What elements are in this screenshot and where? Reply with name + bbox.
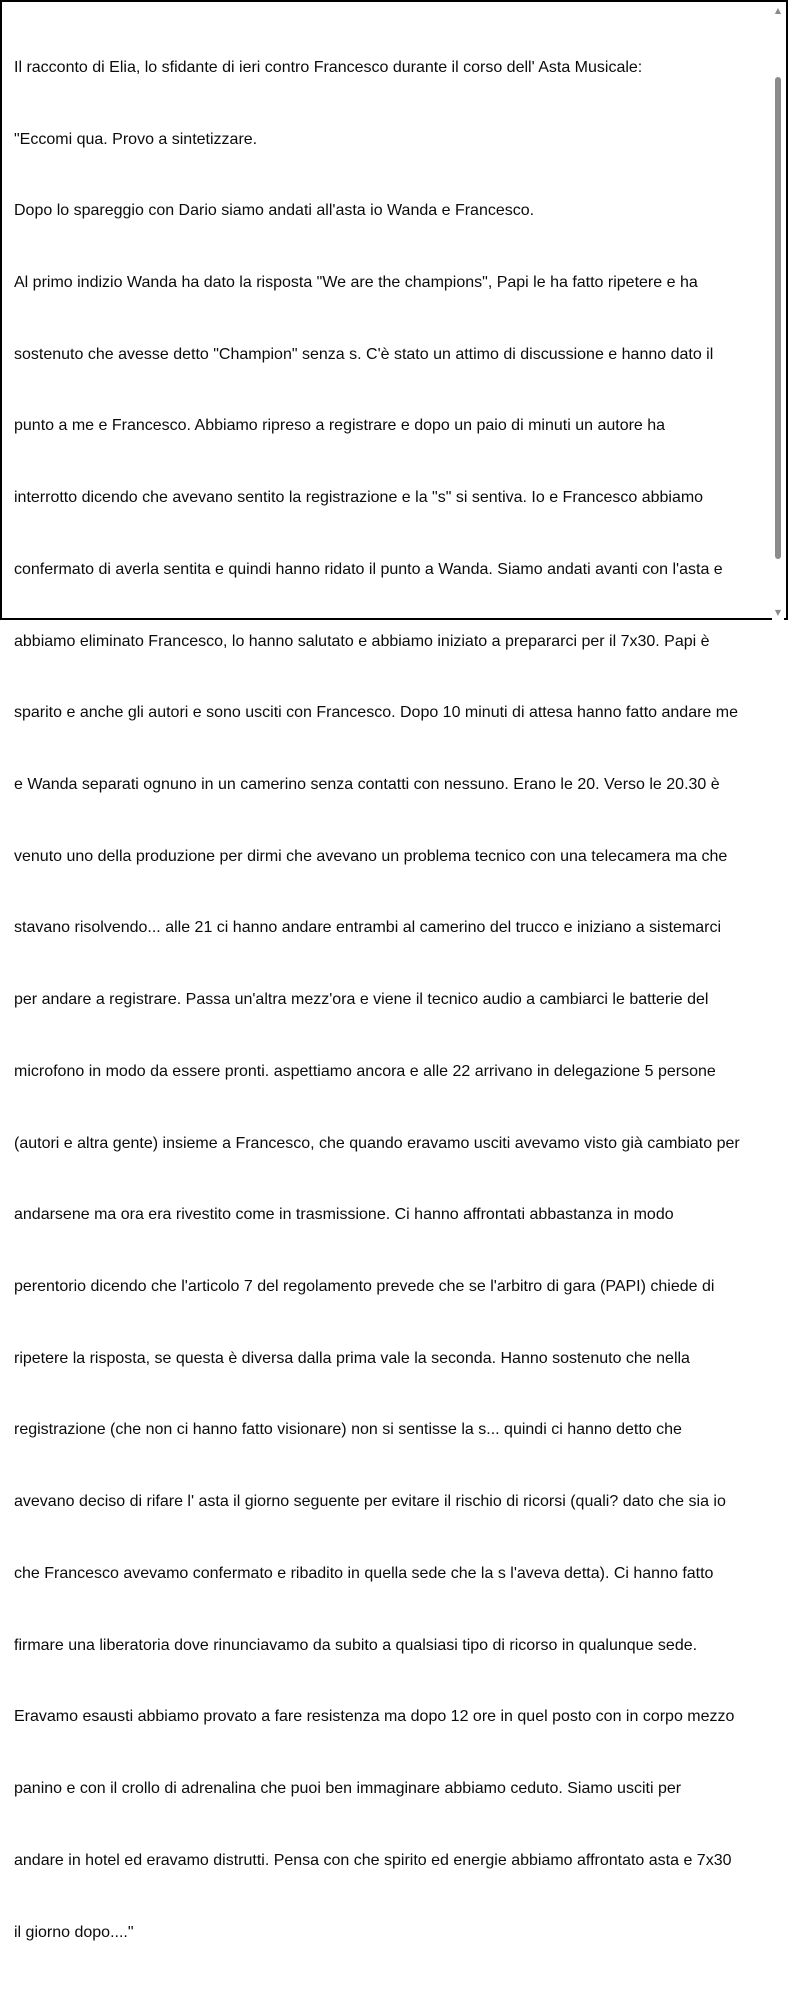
post-line: andarsene ma ora era rivestito come in trasmissione. Ci hanno affrontati abbastanza in modo (14, 1206, 674, 1224)
post-line: che Francesco avevamo confermato e ribadito in quella sede che la s l'aveva detta). Ci hanno fatto (14, 1564, 714, 1582)
scroll-thumb[interactable] (775, 77, 781, 559)
post-line: sostenuto che avesse detto "Champion" senza s. C'è stato un attimo di discussione e hanno dato il (14, 345, 714, 363)
post-line: (autori e altra gente) insieme a Francesco, che quando eravamo usciti avevamo visto già cambiato per (14, 1134, 740, 1152)
post-line: panino e con il crollo di adrenalina che puoi ben immaginare abbiamo ceduto. Siamo usciti per (14, 1780, 682, 1798)
post-line: interrotto dicendo che avevano sentito la registrazione e la "s" si sentiva. Io e Francesco abbiamo (14, 489, 704, 507)
post-line: stavano risolvendo... alle 21 ci hanno andare entrambi al camerino del trucco e iniziano a sistemarci (14, 919, 722, 937)
post-line: ripetere la risposta, se questa è diversa dalla prima vale la seconda. Hanno sostenuto che nella (14, 1349, 690, 1367)
post-line: perentorio dicendo che l'articolo 7 del regolamento prevede che se l'arbitro di gara (PAPI) chiede di (14, 1278, 715, 1296)
post-line: venuto uno della produzione per dirmi che avevano un problema tecnico con una telecamera ma che (14, 847, 728, 865)
scroll-down-arrow-icon[interactable]: ▼ (774, 608, 782, 617)
post-line: microfono in modo da essere pronti. aspettiamo ancora e alle 22 arrivano in delegazione 5 persone (14, 1062, 716, 1080)
post-line: abbiamo eliminato Francesco, lo hanno salutato e abbiamo iniziato a prepararci per il 7x30. Papi è (14, 632, 710, 650)
post-line: e Wanda separati ognuno in un camerino senza contatti con nessuno. Erano le 20. Verso le 20.30 è (14, 776, 720, 793)
post-text (14, 8, 754, 1992)
post-line: Al primo indizio Wanda ha dato la risposta "We are the champions", Papi le ha fatto ripetere e ha (14, 273, 698, 291)
post-line: Eravamo esausti abbiamo provato a fare resistenza ma dopo 12 ore in quel posto con in corpo mezzo (14, 1708, 735, 1726)
scroll-up-arrow-icon[interactable]: ▲ (774, 6, 782, 15)
post-line: punto a me e Francesco. Abbiamo ripreso a registrare e dopo un paio di minuti un autore ha (14, 417, 666, 435)
post-line: "Eccomi qua. Provo a sintetizzare. (14, 130, 258, 148)
post-line: Dopo lo spareggio con Dario siamo andati all'asta io Wanda e Francesco. (14, 202, 535, 220)
post-line: confermato di averla sentita e quindi hanno ridato il punto a Wanda. Siamo andati avanti con l'asta e (14, 560, 723, 578)
post-line: sparito e anche gli autori e sono usciti con Francesco. Dopo 10 minuti di attesa hanno fatto andare me (14, 704, 738, 722)
post-line: per andare a registrare. Passa un'altra mezz'ora e viene il tecnico audio a cambiarci le batterie del (14, 991, 709, 1009)
post-line: registrazione (che non ci hanno fatto visionare) non si sentisse la s... quindi ci hanno detto che (14, 1421, 682, 1439)
post-line: il giorno dopo...." (14, 1923, 134, 1941)
post-line: firmare una liberatoria dove rinunciavamo da subito a qualsiasi tipo di ricorso in qualunque sede. (14, 1636, 698, 1654)
vertical-scrollbar[interactable] (772, 4, 784, 620)
post-line: andare in hotel ed eravamo distrutti. Pensa con che spirito ed energie abbiamo affrontato asta e 7x30 (14, 1851, 732, 1869)
post-line: avevano deciso di rifare l' asta il giorno seguente per evitare il rischio di ricorsi (quali? dato che sia io (14, 1493, 726, 1511)
scroll-track[interactable] (772, 18, 784, 606)
post-line: Il racconto di Elia, lo sfidante di ieri contro Francesco durante il corso dell' Asta Musicale: (14, 58, 643, 76)
